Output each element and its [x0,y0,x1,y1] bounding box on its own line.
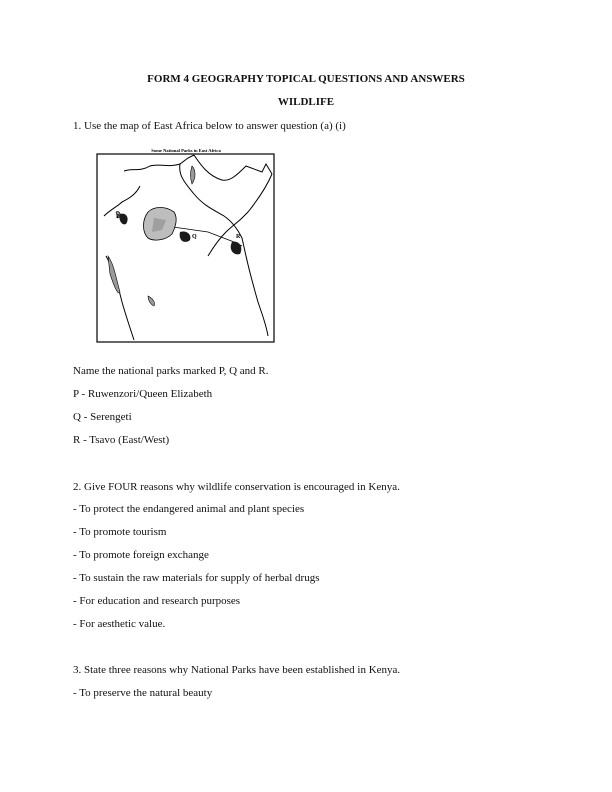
lake-turkana [191,166,196,184]
label-r: R [236,234,241,240]
q1-answer-r: R - Tsavo (East/West) [73,434,170,446]
q2-answer-1: - To protect the endangered animal and plant species [73,503,305,515]
q2-answer-3: - To promote foreign exchange [73,549,209,561]
q1-answer-p: P - Ruwenzori/Queen Elizabeth [73,388,213,400]
coast-line [208,174,272,256]
q2-question: 2. Give FOUR reasons why wildlife conservation is encouraged in Kenya. [73,481,400,493]
park-p-marker [119,214,127,225]
park-r-marker [231,242,242,255]
topic-heading: WILDLIFE [277,96,335,108]
q2-answer-6: - For aesthetic value. [73,618,166,630]
east-africa-map [96,146,276,344]
q1-answer-q: Q - Serengeti [73,411,132,423]
q2-answer-5: - For education and research purposes [73,595,241,607]
document-title: FORM 4 GEOGRAPHY TOPICAL QUESTIONS AND ANSWERS [147,73,465,85]
north-east-border [194,155,272,180]
eastern-border [180,164,268,336]
label-q: Q [192,234,197,240]
map-title: Some National Parks in East Africa [151,148,221,153]
q1-question: Name the national parks marked P, Q and R. [73,365,269,377]
park-q-marker [180,231,191,241]
northern-border [124,155,194,171]
q2-answer-2: - To promote tourism [73,526,167,538]
q2-answer-4: - To sustain the raw materials for supply of herbal drugs [73,572,320,584]
q3-question: 3. State three reasons why National Parks have been established in Kenya. [73,664,401,676]
label-p: P [116,214,120,220]
lake-malawi [148,296,155,306]
q3-answer-1: - To preserve the natural beauty [73,687,213,699]
q1-prompt: 1. Use the map of East Africa below to answer question (a) (i) [73,120,346,132]
western-border [104,186,140,216]
map-frame [97,154,274,342]
lake-tanganyika [108,256,120,293]
